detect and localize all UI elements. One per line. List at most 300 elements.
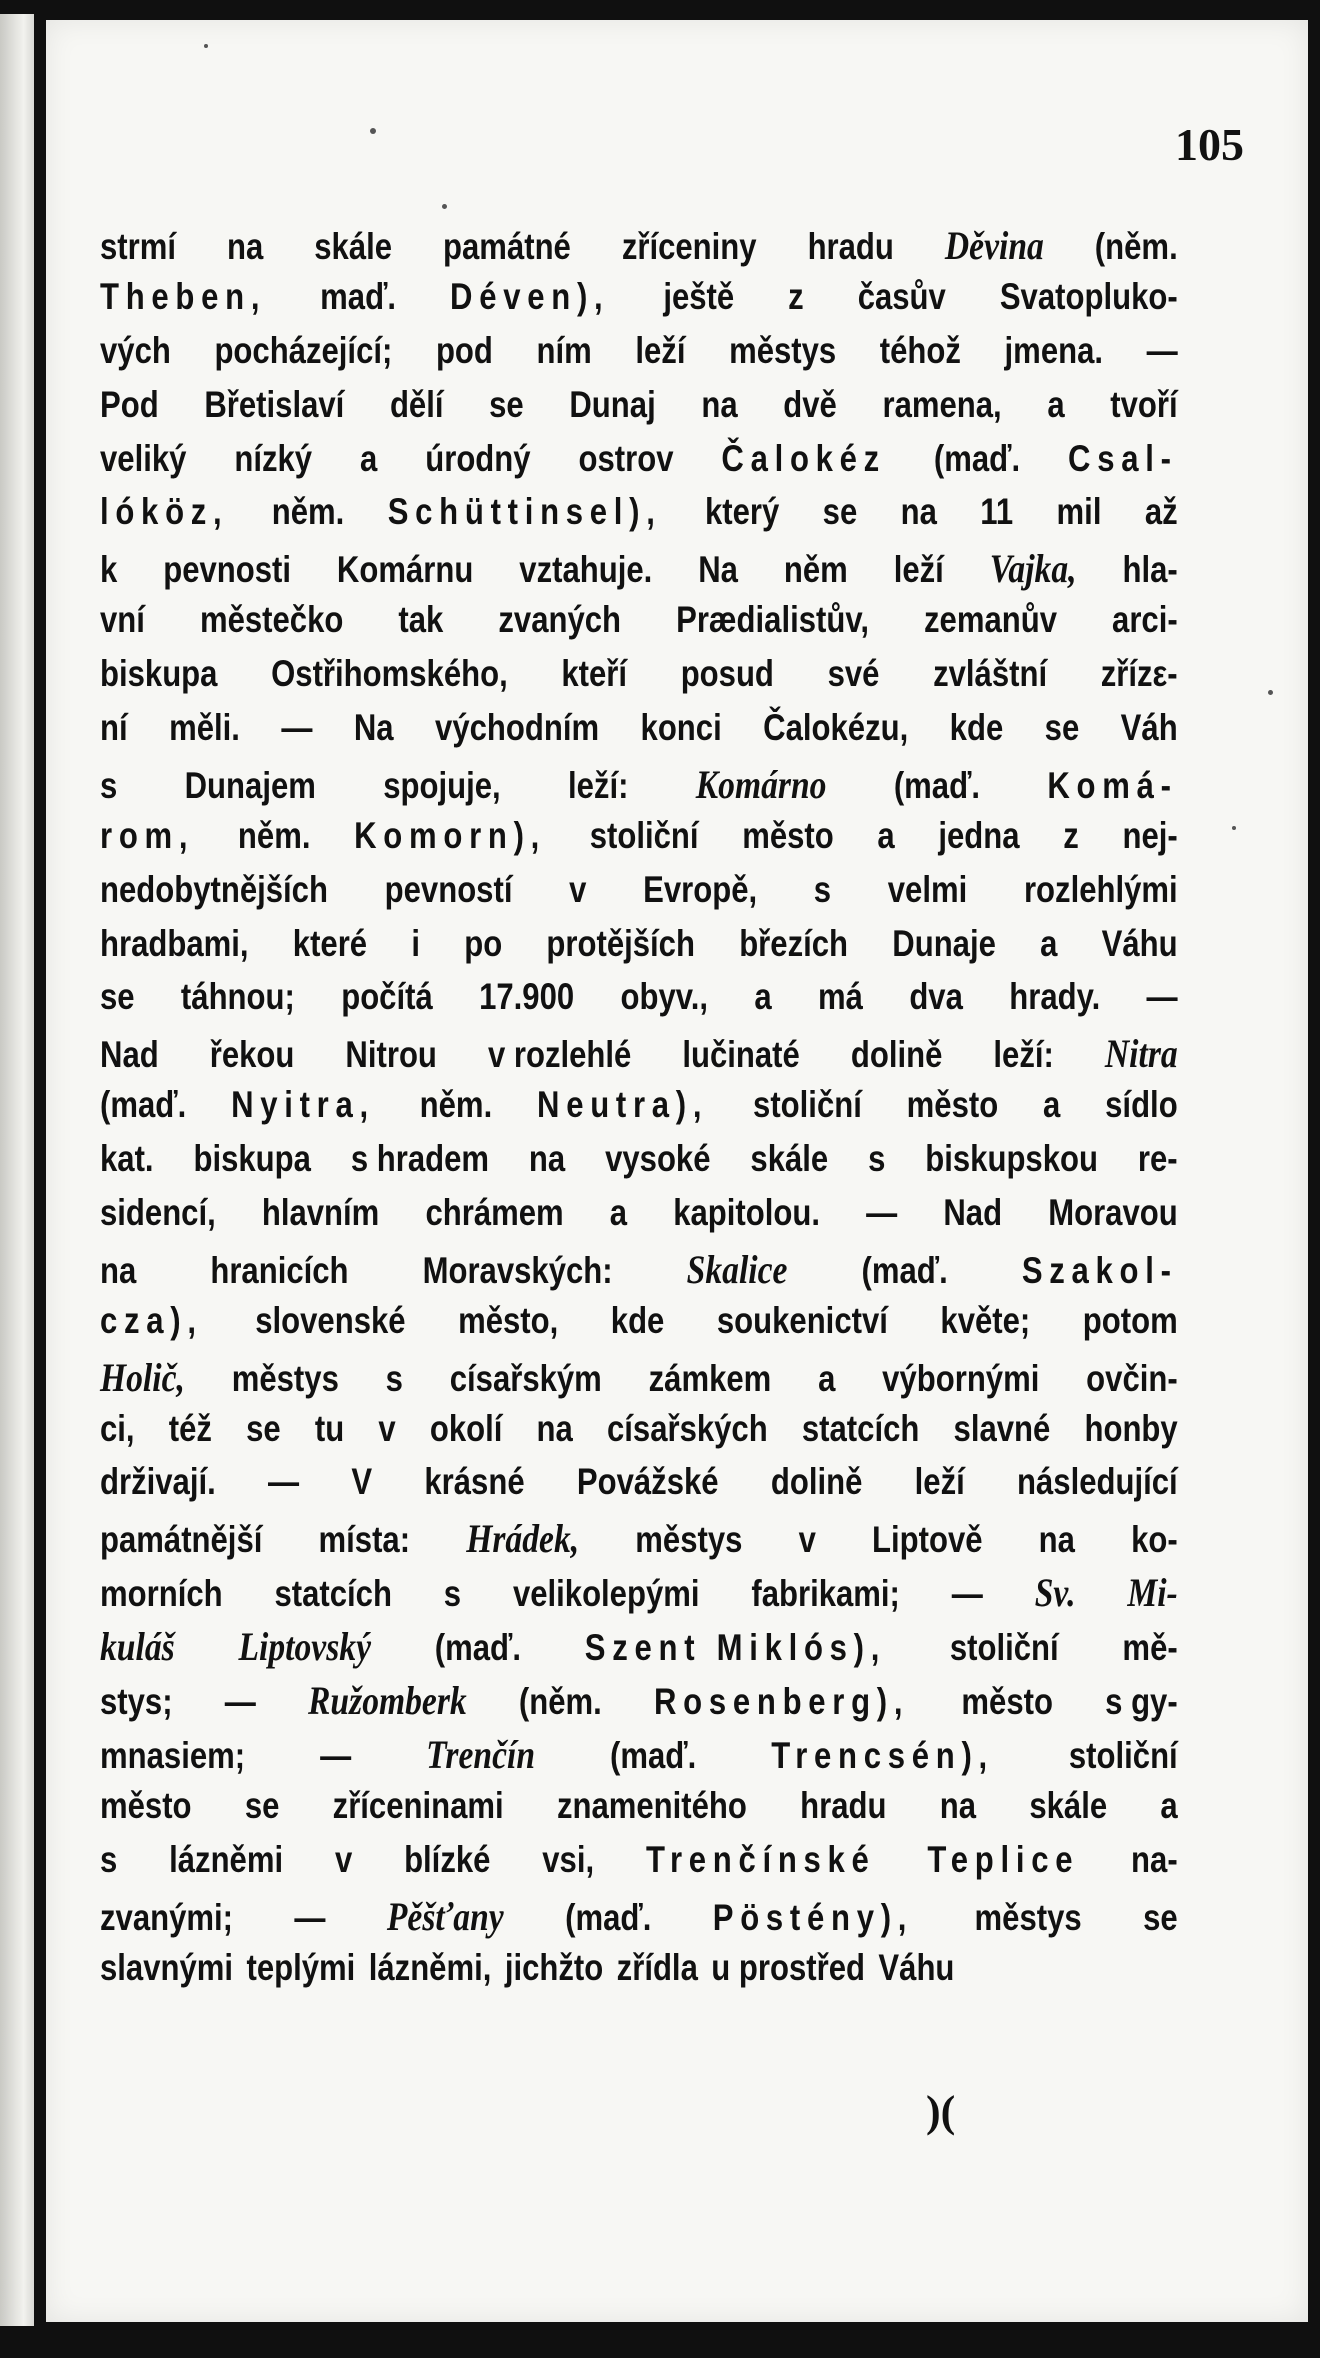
word: a xyxy=(877,814,895,856)
word: nízký xyxy=(234,437,313,479)
text-line xyxy=(100,869,1178,923)
word: ovčin- xyxy=(1086,1357,1178,1399)
word: Ostřihomského, xyxy=(271,653,508,695)
word: hradu xyxy=(807,226,894,267)
word: Komá- xyxy=(1047,764,1178,806)
word: květe; xyxy=(940,1299,1031,1341)
text-line xyxy=(100,1030,1178,1084)
word: dva xyxy=(909,976,963,1018)
word: Trenčínské xyxy=(645,1838,876,1880)
word: ní xyxy=(100,707,128,749)
print-speck xyxy=(370,128,376,134)
word: a xyxy=(754,976,772,1018)
word: s xyxy=(100,1838,118,1880)
italic-place-name: Děvina xyxy=(944,223,1044,268)
word: lóköz, xyxy=(100,491,229,533)
word: Nad xyxy=(943,1192,1003,1234)
word: jmena. xyxy=(1004,329,1104,371)
word: ostrov xyxy=(578,437,674,479)
word: mnasiem; xyxy=(100,1734,246,1776)
word: v xyxy=(378,1407,396,1449)
text-line xyxy=(100,491,1178,545)
word: s xyxy=(868,1138,886,1180)
word: fabrikami; xyxy=(751,1573,900,1615)
word: vní xyxy=(100,599,145,641)
word: něm. xyxy=(271,491,345,533)
word: (něm. xyxy=(1094,226,1178,267)
word: Komárnu xyxy=(336,549,474,591)
word: zámkem xyxy=(648,1357,772,1399)
text-line xyxy=(100,707,1178,761)
word: místa: xyxy=(318,1519,411,1561)
word: na- xyxy=(1131,1838,1178,1880)
word: hlavním xyxy=(261,1192,380,1234)
word: s xyxy=(443,1573,462,1615)
print-speck xyxy=(1268,690,1273,695)
text-line xyxy=(100,1354,1178,1408)
italic-place-name: Trenčín xyxy=(426,1731,536,1777)
word: skále xyxy=(314,226,393,267)
word: arci- xyxy=(1112,599,1178,641)
word: Dunaj xyxy=(569,383,656,425)
word: — xyxy=(951,1573,983,1615)
word: Komorn), xyxy=(354,814,547,856)
text-line xyxy=(100,1947,1178,2001)
word: dvě xyxy=(783,383,837,425)
word: Čalokézu, xyxy=(763,707,909,749)
word: v xyxy=(798,1519,816,1561)
word: východním xyxy=(435,707,600,749)
word: — xyxy=(1146,329,1178,371)
word: — xyxy=(320,1734,352,1776)
word: biskupa xyxy=(193,1138,311,1180)
word: ko- xyxy=(1131,1519,1178,1561)
text-line xyxy=(100,1569,1178,1623)
word: protějších xyxy=(546,922,695,964)
word: statcích xyxy=(801,1407,920,1449)
word: měli. xyxy=(169,707,240,749)
word: pevnosti xyxy=(163,549,292,591)
word: se xyxy=(822,491,858,533)
word: ním xyxy=(536,329,592,371)
word: slavné xyxy=(953,1407,1051,1449)
word: (maď. xyxy=(893,764,981,806)
word: následující xyxy=(1017,1461,1178,1503)
word: velmi xyxy=(887,868,968,910)
word: velikolepými xyxy=(512,1573,700,1615)
word: a xyxy=(1047,383,1065,425)
word: a xyxy=(818,1357,836,1399)
text-line xyxy=(100,276,1178,330)
word: chrámem xyxy=(425,1192,564,1234)
word: a xyxy=(1040,922,1058,964)
italic-place-name: Komárno xyxy=(695,761,827,807)
word: úrodný xyxy=(425,437,531,479)
text-line xyxy=(100,923,1178,977)
italic-place-name: Pěšťany xyxy=(386,1893,504,1939)
word: město xyxy=(961,1681,1053,1723)
italic-place-name: Vajka, xyxy=(989,546,1077,592)
word: rozlehlými xyxy=(1023,868,1178,910)
word: biskupa xyxy=(100,653,218,695)
word: Svatopluko- xyxy=(999,275,1178,317)
word: — xyxy=(1146,976,1178,1018)
word: vsi, xyxy=(542,1838,595,1880)
text-line xyxy=(100,545,1178,599)
word: památnější xyxy=(100,1519,263,1561)
word: (maď. xyxy=(610,1734,697,1776)
word: — xyxy=(281,707,313,749)
word: okolí xyxy=(429,1407,503,1449)
word: Prædialistův, xyxy=(676,599,869,641)
text-line xyxy=(100,976,1178,1030)
word: městys xyxy=(231,1357,339,1399)
word: na xyxy=(1038,1519,1075,1561)
word: hla- xyxy=(1122,549,1178,591)
word: městys xyxy=(974,1896,1082,1938)
word: březích xyxy=(739,922,849,964)
text-line xyxy=(100,1084,1178,1138)
word: stys; xyxy=(100,1681,173,1723)
print-speck xyxy=(1232,826,1236,830)
word: v xyxy=(334,1838,353,1880)
word: jedna xyxy=(938,814,1020,856)
text-line xyxy=(100,1192,1178,1246)
word: město xyxy=(906,1084,999,1126)
word: na xyxy=(226,226,264,267)
word: Pod xyxy=(100,383,159,425)
book-page xyxy=(46,20,1308,2322)
word: — xyxy=(866,1192,898,1234)
word: hranicích xyxy=(210,1249,349,1291)
text-line xyxy=(100,1731,1178,1785)
word: dělí xyxy=(389,383,444,425)
word: leží xyxy=(635,329,686,371)
word: a xyxy=(1160,1784,1178,1826)
word: posud xyxy=(680,653,774,695)
word: pevností xyxy=(384,868,513,910)
text-line xyxy=(100,1408,1178,1462)
word: konci xyxy=(640,707,722,749)
word: Na xyxy=(698,549,738,591)
italic-place-name: kuláš xyxy=(100,1624,175,1670)
print-speck xyxy=(442,204,447,209)
text-line xyxy=(100,438,1178,492)
word: 11 xyxy=(980,491,1014,533)
word: Dunaje xyxy=(892,922,996,964)
text-line xyxy=(100,384,1178,438)
word: stoliční xyxy=(753,1084,862,1126)
word: potom xyxy=(1082,1299,1178,1341)
word: pod xyxy=(435,329,493,371)
word: Neutra), xyxy=(537,1084,709,1126)
word: které xyxy=(292,922,368,964)
word: téhož xyxy=(879,329,961,371)
word: kteří xyxy=(561,653,628,695)
word: mil xyxy=(1056,491,1102,533)
word: se xyxy=(244,1784,280,1826)
word: 17.900 xyxy=(479,976,575,1018)
word: zvaných xyxy=(498,599,622,641)
italic-place-name: Ružomberk xyxy=(308,1678,467,1724)
word: výbornými xyxy=(882,1357,1040,1399)
word: soukenictví xyxy=(716,1299,888,1341)
italic-place-name: Skalice xyxy=(686,1246,788,1292)
italic-place-name: Mi- xyxy=(1127,1570,1178,1616)
word: městys xyxy=(729,329,837,371)
word: kat. xyxy=(100,1138,154,1180)
word: Nitrou xyxy=(345,1034,437,1076)
word: hradu xyxy=(800,1784,887,1826)
word: císařských xyxy=(606,1407,768,1449)
word: lučinaté xyxy=(682,1034,800,1076)
word: cza), xyxy=(100,1299,203,1341)
word: drživají. xyxy=(100,1461,216,1503)
word: hradbami, xyxy=(100,922,249,964)
word: statcích xyxy=(274,1573,392,1615)
word: znamenitého xyxy=(556,1784,747,1826)
word: též xyxy=(168,1407,212,1449)
word: Trencsén), xyxy=(771,1734,994,1776)
word: veliký xyxy=(100,437,187,479)
word: město, xyxy=(458,1299,559,1341)
word: sídlo xyxy=(1105,1084,1178,1126)
word: Csal- xyxy=(1068,437,1178,479)
word: Déven), xyxy=(450,275,610,317)
word: Váhu xyxy=(1101,922,1178,964)
word: zřídla xyxy=(616,1946,698,1988)
word: zvláštní xyxy=(933,653,1048,695)
word: jichžto xyxy=(504,1946,604,1988)
word: se xyxy=(489,383,524,425)
word: vých xyxy=(100,329,171,371)
word: něm. xyxy=(419,1084,493,1126)
word: leží: xyxy=(567,764,629,806)
text-line xyxy=(100,222,1178,276)
text-line xyxy=(100,761,1178,815)
word: s hradem xyxy=(350,1138,490,1180)
word: strmí xyxy=(100,226,177,267)
word: ramena, xyxy=(882,383,1002,425)
word: re- xyxy=(1137,1138,1178,1180)
word: stoliční xyxy=(949,1627,1059,1669)
text-line xyxy=(100,1300,1178,1354)
word: (maď. xyxy=(565,1896,652,1938)
word: Theben, xyxy=(100,275,267,317)
word: Na xyxy=(353,707,394,749)
text-line xyxy=(100,1138,1178,1192)
text-line xyxy=(100,815,1178,869)
text-line xyxy=(100,653,1178,707)
word: z xyxy=(1063,814,1079,856)
word: honby xyxy=(1084,1407,1178,1449)
word: (maď. xyxy=(100,1084,187,1126)
text-line xyxy=(100,1839,1178,1893)
text-line xyxy=(100,1461,1178,1515)
text-line xyxy=(100,599,1178,653)
word: táhnou; xyxy=(180,976,295,1018)
word: památné xyxy=(443,226,571,267)
text-line xyxy=(100,1515,1178,1569)
word: mě- xyxy=(1122,1627,1178,1669)
word: skále xyxy=(750,1138,829,1180)
word: u prostřed xyxy=(711,1946,865,1988)
word: tu xyxy=(314,1407,345,1449)
catchword: )( xyxy=(926,2087,956,2136)
word: Moravských: xyxy=(422,1249,613,1291)
word: Liptově xyxy=(871,1519,983,1561)
word: na xyxy=(528,1138,566,1180)
word: Břetislaví xyxy=(204,383,345,425)
word: městys xyxy=(635,1519,743,1561)
word: ještě xyxy=(663,275,735,317)
word: dolině xyxy=(850,1034,943,1076)
word: zříceninami xyxy=(332,1784,504,1826)
word: město xyxy=(100,1784,192,1826)
word: stoliční xyxy=(1068,1734,1178,1776)
word: na xyxy=(900,491,937,533)
word: Schüttinsel), xyxy=(387,491,662,533)
word: Povážské xyxy=(576,1461,719,1503)
word: má xyxy=(818,976,863,1018)
word: něm xyxy=(783,549,848,591)
word: své xyxy=(827,653,880,695)
word: zřízε- xyxy=(1100,653,1178,695)
word: leží xyxy=(914,1461,965,1503)
word: zříceniny xyxy=(621,226,757,267)
word: (něm. xyxy=(518,1681,602,1723)
word: leží xyxy=(893,549,944,591)
word: nedobytnějších xyxy=(100,868,328,910)
word: městečko xyxy=(199,599,344,641)
word: kde xyxy=(610,1299,665,1341)
italic-place-name: Holič, xyxy=(100,1354,185,1400)
word: se xyxy=(246,1407,281,1449)
word: k xyxy=(100,549,118,591)
word: Moravou xyxy=(1048,1192,1178,1234)
word: (maď. xyxy=(933,437,1021,479)
word: s xyxy=(385,1357,403,1399)
word: Váh xyxy=(1120,707,1178,749)
word: v rozlehlé xyxy=(487,1034,632,1076)
text-line xyxy=(100,330,1178,384)
italic-place-name: Hrádek, xyxy=(466,1516,580,1562)
word: Szakol- xyxy=(1021,1249,1178,1291)
text-line xyxy=(100,1623,1178,1677)
word: kde xyxy=(949,707,1004,749)
text-line xyxy=(100,1785,1178,1839)
word: a xyxy=(1043,1084,1061,1126)
word: vysoké xyxy=(605,1138,711,1180)
word: na xyxy=(701,383,738,425)
word: hrady. xyxy=(1009,976,1101,1018)
word: (maď. xyxy=(861,1249,948,1291)
word: na xyxy=(536,1407,573,1449)
word: Rosenberg), xyxy=(653,1681,910,1723)
word: maď. xyxy=(320,275,397,317)
word: něm. xyxy=(237,814,311,856)
word: po xyxy=(464,922,503,964)
word: blízké xyxy=(404,1838,491,1880)
word: z xyxy=(788,275,804,317)
word: leží: xyxy=(993,1034,1054,1076)
italic-place-name: Sv. xyxy=(1034,1570,1076,1616)
word: na xyxy=(939,1784,977,1826)
word: kapitolou. xyxy=(673,1192,820,1234)
word: časův xyxy=(857,275,946,317)
word: — xyxy=(224,1681,256,1723)
word: morních xyxy=(100,1573,223,1615)
text-line xyxy=(100,1893,1178,1947)
word: i xyxy=(411,922,420,964)
word: Szent Miklós), xyxy=(584,1627,887,1669)
word: — xyxy=(294,1896,326,1938)
word: s xyxy=(100,764,118,806)
word: rom, xyxy=(100,814,195,856)
word: tak xyxy=(398,599,444,641)
word: sidencí, xyxy=(100,1192,216,1234)
word: — xyxy=(268,1461,300,1503)
word: tvoří xyxy=(1110,383,1178,425)
text-line xyxy=(100,1246,1178,1300)
word: se xyxy=(1044,707,1080,749)
body-text xyxy=(100,222,1178,2000)
word: Nyitra, xyxy=(231,1084,375,1126)
word: Teplice xyxy=(927,1838,1080,1880)
word: se xyxy=(1143,1896,1178,1938)
word: dolině xyxy=(770,1461,863,1503)
word: teplými xyxy=(246,1946,356,1988)
word: který xyxy=(704,491,780,533)
word: Čalokéz xyxy=(721,437,886,479)
word: slovenské xyxy=(255,1299,406,1341)
word: a xyxy=(609,1192,628,1234)
word: Dunajem xyxy=(184,764,316,806)
word: ci, xyxy=(100,1407,135,1449)
word: lázněmi xyxy=(169,1838,284,1880)
word: slavnými xyxy=(100,1946,234,1988)
word: lázněmi, xyxy=(368,1946,492,1988)
word: Váhu xyxy=(878,1946,955,1988)
print-speck xyxy=(204,44,208,48)
word: počítá xyxy=(341,976,433,1018)
word: a xyxy=(360,437,378,479)
word: zvanými; xyxy=(100,1896,234,1938)
word: V xyxy=(351,1461,373,1503)
word: s gy- xyxy=(1105,1681,1178,1723)
word: pocházející; xyxy=(214,329,393,371)
word: (maď. xyxy=(434,1627,521,1669)
word: biskupskou xyxy=(925,1138,1098,1180)
word: Nad xyxy=(100,1034,159,1076)
italic-place-name: Liptovský xyxy=(238,1624,371,1670)
word: obyv., xyxy=(620,976,709,1018)
word: vztahuje. xyxy=(519,549,653,591)
word: v xyxy=(569,868,587,910)
word: císařským xyxy=(449,1357,602,1399)
word: s xyxy=(813,868,832,910)
word: spojuje, xyxy=(383,764,501,806)
word: nej- xyxy=(1122,814,1178,856)
text-line xyxy=(100,1677,1178,1731)
word: krásné xyxy=(424,1461,525,1503)
word: řekou xyxy=(209,1034,295,1076)
word: stoliční xyxy=(589,814,699,856)
word: zemanův xyxy=(924,599,1058,641)
word: Pöstény), xyxy=(712,1896,914,1938)
word: Evropě, xyxy=(643,868,758,910)
word: skále xyxy=(1029,1784,1108,1826)
